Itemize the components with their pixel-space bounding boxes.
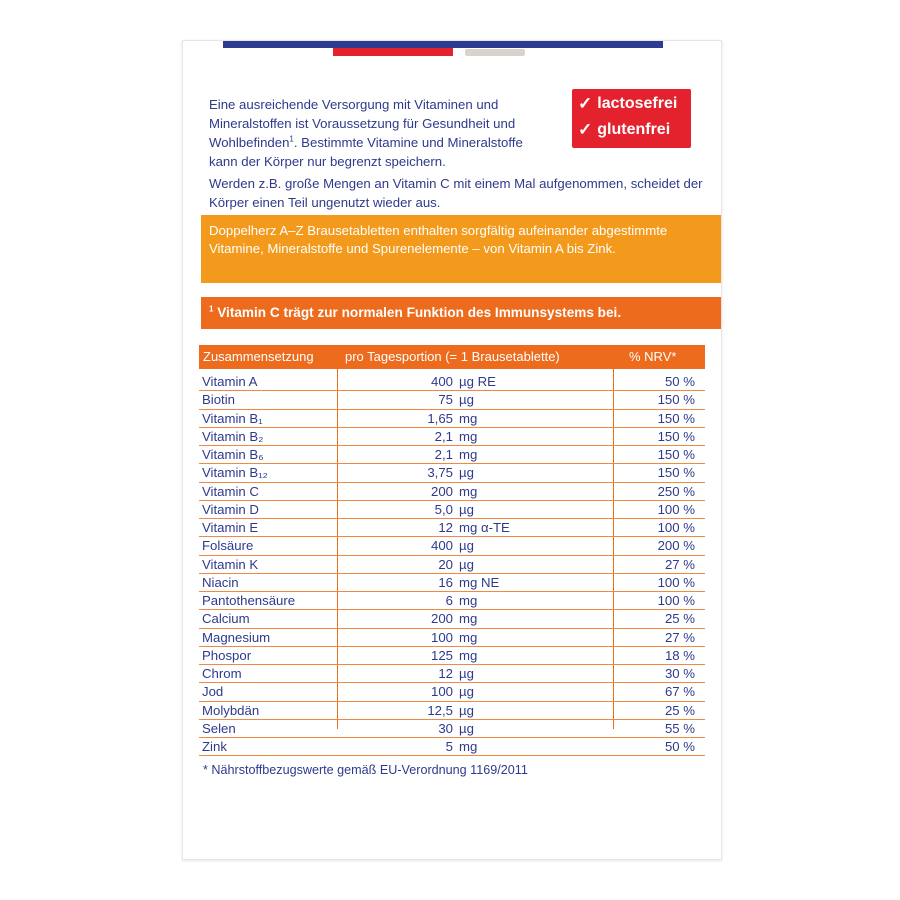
brand-emblem (465, 49, 525, 56)
nutrient-name: Vitamin B₆ (202, 447, 264, 462)
table-row (199, 720, 705, 738)
nutrient-nrv: 50 % (664, 739, 695, 754)
nutrient-nrv: 30 % (664, 666, 695, 681)
nrv-footnote: * Nährstoffbezugswerte gemäß EU-Verordnung 1169/2011 (203, 763, 528, 777)
nutrient-name: Vitamin E (202, 520, 259, 535)
table-row (199, 519, 705, 537)
nutrient-name: Jod (202, 684, 224, 700)
nutrient-amount: 12 (438, 520, 453, 535)
nutrient-name: Niacin (202, 574, 239, 590)
nutrient-nrv: 25 % (664, 611, 695, 627)
nutrient-unit: mg (459, 447, 478, 462)
badge-label: glutenfrei (597, 121, 671, 138)
table-row (199, 665, 705, 683)
table-row (199, 683, 705, 701)
nutrient-unit: mg (459, 593, 478, 608)
table-row (199, 483, 705, 501)
table-row (199, 464, 705, 482)
nutrient-nrv: 18 % (664, 647, 695, 663)
table-row (199, 610, 705, 628)
nutrient-amount: 400 (430, 374, 453, 389)
product-description-text: Doppelherz A–Z Brausetabletten enthalten sorgfältig aufeinander abgestimmte Vitamine, Mineralstoffe und Spurenelemente – von Vitamin A bis Zink. (209, 223, 668, 256)
nutrient-amount: 200 (430, 611, 453, 627)
nutrient-name: Molybdän (202, 702, 260, 718)
nutrient-amount: 200 (430, 483, 453, 499)
nutrient-unit: µg (459, 538, 474, 554)
health-claim-bar (201, 297, 721, 329)
nutrient-unit: µg (459, 465, 474, 481)
nutrient-name: Selen (202, 720, 236, 736)
nutrient-amount: 125 (430, 647, 453, 663)
table-row (199, 574, 705, 592)
table-row (199, 501, 705, 519)
nutrient-unit: mg (459, 629, 478, 645)
nutrient-name: Magnesium (202, 629, 271, 645)
intro-paragraph (209, 95, 549, 171)
nutrient-name: Biotin (202, 392, 235, 408)
intro-text-part1: Eine ausreichende Versorgung mit Vitaminen und Mineralstoffen ist Voraussetzung für Gesundheit und Wohlbefinden (209, 97, 516, 150)
badge-item-glutenfrei (578, 117, 670, 143)
nutrient-unit: µg (459, 666, 474, 681)
nutrient-nrv: 25 % (664, 702, 695, 718)
nutrient-nrv: 50 % (664, 374, 695, 389)
table-row (199, 373, 705, 391)
nutrient-nrv: 100 % (657, 501, 695, 517)
nutrient-amount: 1,65 (427, 410, 453, 426)
nutrient-nrv: 100 % (657, 520, 695, 535)
nutrient-nrv: 27 % (664, 556, 695, 572)
nutrient-name: Chrom (202, 666, 242, 681)
nutrient-unit: µg (459, 501, 474, 517)
nutrient-unit: mg (459, 647, 478, 663)
nutrient-nrv: 55 % (664, 720, 695, 736)
nutrient-name: Vitamin B₁ (202, 410, 263, 426)
footnote-marker: 1 (289, 134, 294, 144)
brand-wordmark-bar (223, 41, 663, 48)
brand-red-band (333, 48, 453, 56)
nutrient-name: Vitamin D (202, 501, 259, 517)
intro-text-part2: . Bestimmte Vitamine und Mineralstoffe kann der Körper nur begrenzt speichern. (209, 135, 523, 169)
nutrient-amount: 12 (438, 666, 453, 681)
nutrient-unit: µg (459, 684, 474, 700)
brand-logo-strip (183, 41, 721, 63)
column-header-composition: Zusammensetzung (203, 349, 314, 364)
table-row (199, 556, 705, 574)
nutrient-amount: 100 (430, 629, 453, 645)
nutrient-name: Pantothensäure (202, 593, 296, 608)
nutrient-nrv: 150 % (657, 428, 695, 444)
nutrient-amount: 2,1 (434, 447, 453, 462)
nutrient-unit: µg (459, 556, 474, 572)
table-row (199, 428, 705, 446)
nutrient-nrv: 27 % (664, 629, 695, 645)
table-row (199, 410, 705, 428)
badge-label: lactosefrei (597, 95, 678, 112)
nutrient-amount: 75 (438, 392, 453, 408)
nutrient-nrv: 100 % (657, 593, 695, 608)
nutrient-amount: 100 (430, 684, 453, 700)
table-row (199, 702, 705, 720)
nutrient-name: Vitamin A (202, 374, 258, 389)
nutrient-nrv: 150 % (657, 447, 695, 462)
nutrient-amount: 400 (430, 538, 453, 554)
nutrient-amount: 2,1 (434, 428, 453, 444)
table-row (199, 446, 705, 464)
nutrient-amount: 16 (438, 574, 453, 590)
nutrient-name: Folsäure (202, 538, 254, 554)
nutrient-unit: mg NE (459, 574, 500, 590)
table-row (199, 537, 705, 555)
nutrient-name: Vitamin B₂ (202, 428, 264, 444)
nutrient-nrv: 200 % (657, 538, 695, 554)
nutrition-table (199, 373, 705, 756)
nutrient-name: Phospor (202, 647, 252, 663)
nutrient-unit: mg (459, 428, 478, 444)
nutrient-name: Vitamin B₁₂ (202, 465, 268, 481)
claim-footnote-marker: 1 (209, 304, 214, 314)
table-header (199, 345, 705, 369)
lactose-gluten-free-badge (572, 89, 691, 148)
checkmark-icon: ✓ (578, 94, 593, 113)
table-row (199, 738, 705, 756)
table-row (199, 592, 705, 610)
column-header-nrv: % NRV* (629, 349, 677, 364)
badge-item-lactosefrei (578, 91, 677, 117)
nutrient-nrv: 100 % (657, 574, 695, 590)
package-back-panel (182, 40, 722, 860)
nutrient-name: Vitamin C (202, 483, 259, 499)
nutrient-unit: µg (459, 392, 474, 408)
product-description-box (201, 215, 721, 283)
nutrient-amount: 30 (438, 720, 453, 736)
checkmark-icon: ✓ (578, 120, 593, 139)
nutrient-unit: µg (459, 702, 474, 718)
nutrient-unit: mg (459, 611, 478, 627)
nutrient-name: Calcium (202, 611, 250, 627)
nutrient-unit: µg RE (459, 374, 496, 389)
table-row (199, 391, 705, 409)
nutrient-unit: mg (459, 739, 478, 754)
vitamin-c-paragraph: Werden z.B. große Mengen an Vitamin C mit einem Mal aufgenommen, scheidet der Körper einen Teil ungenutzt wieder aus. (209, 176, 703, 210)
table-row (199, 629, 705, 647)
nutrient-nrv: 250 % (657, 483, 695, 499)
nutrient-amount: 6 (445, 593, 453, 608)
table-row (199, 647, 705, 665)
nutrient-amount: 5 (445, 739, 453, 754)
nutrient-name: Zink (202, 739, 227, 754)
nutrient-unit: µg (459, 720, 474, 736)
column-header-per-serving: pro Tagesportion (= 1 Brausetablette) (345, 349, 560, 364)
nutrient-amount: 3,75 (427, 465, 453, 481)
health-claim-text: Vitamin C trägt zur normalen Funktion des Immunsystems bei. (217, 305, 622, 320)
nutrient-nrv: 150 % (657, 392, 695, 408)
nutrient-amount: 12,5 (427, 702, 453, 718)
nutrient-nrv: 67 % (664, 684, 695, 700)
nutrient-nrv: 150 % (657, 410, 695, 426)
nutrient-amount: 20 (438, 556, 453, 572)
nutrient-amount: 5,0 (434, 501, 453, 517)
nutrient-unit: mg (459, 483, 478, 499)
nutrient-name: Vitamin K (202, 556, 259, 572)
nutrient-nrv: 150 % (657, 465, 695, 481)
nutrient-unit: mg α-TE (459, 520, 510, 535)
nutrient-unit: mg (459, 410, 478, 426)
